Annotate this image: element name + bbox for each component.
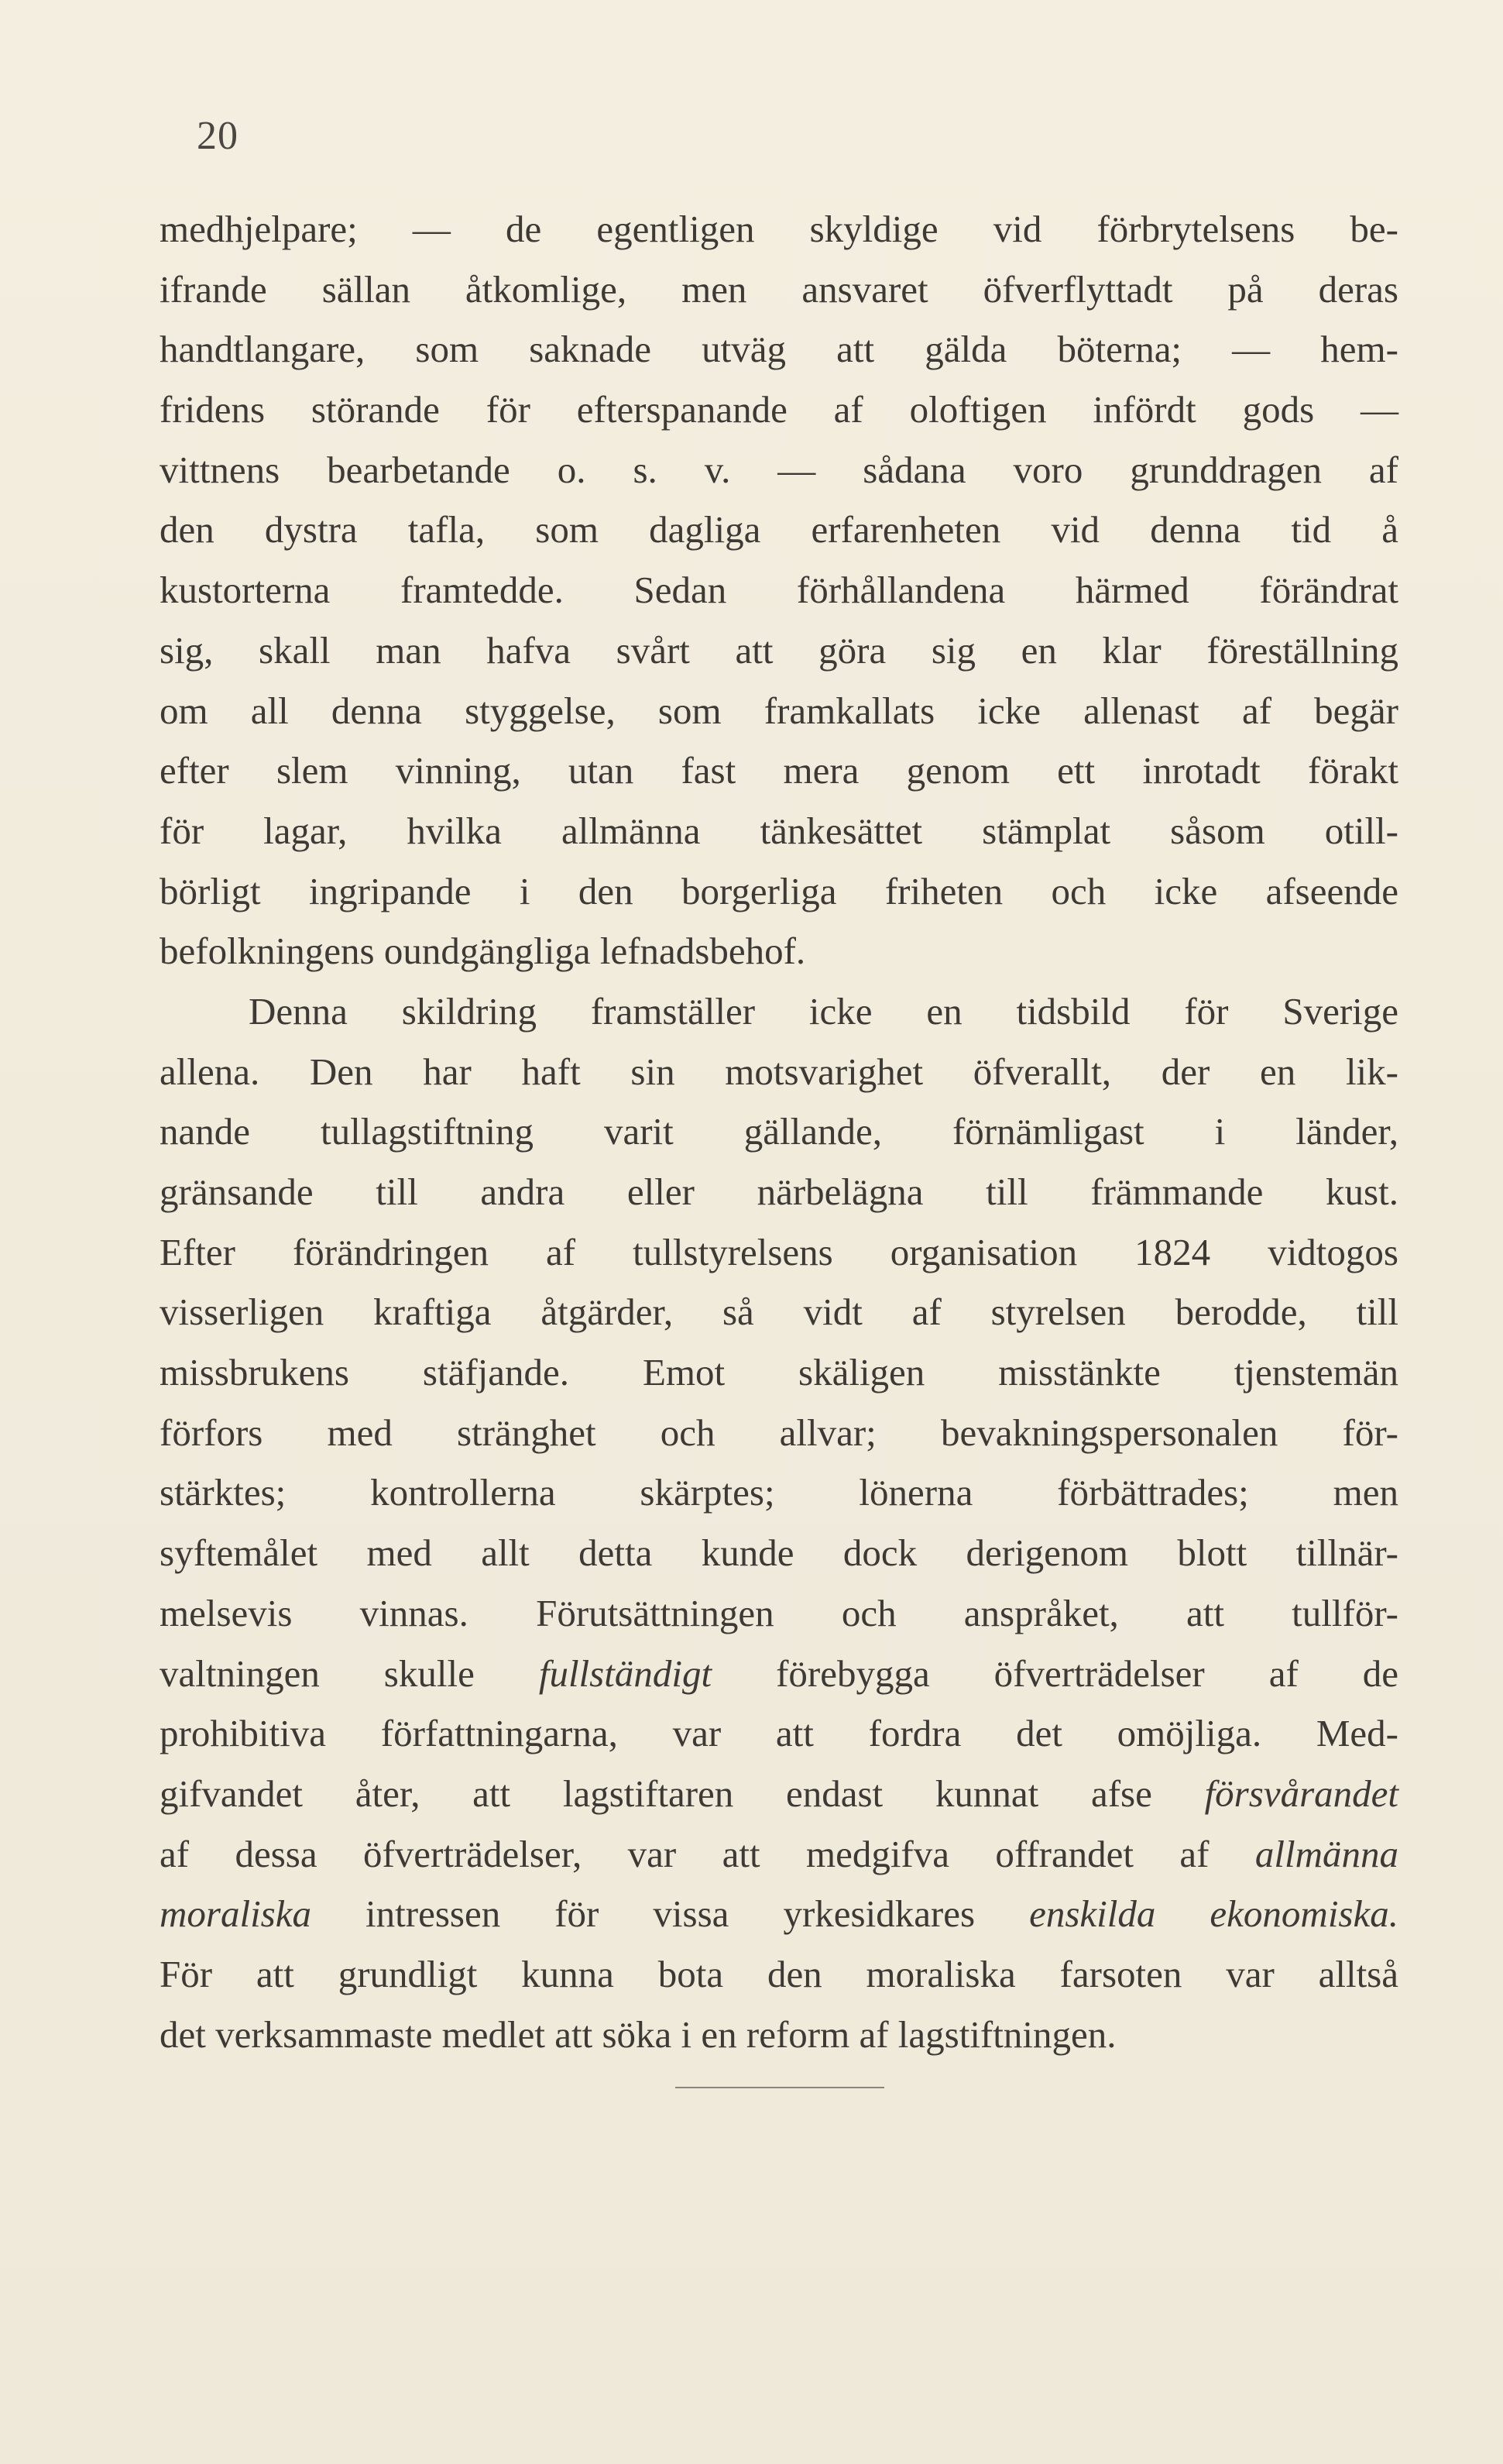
text-line [160,1282,1398,1342]
text-line [160,1523,1398,1583]
text-segment: om all denna styggelse, som framkallats icke allenast af begär [160,689,1398,732]
page-number: 20 [197,114,238,158]
text-segment: efter slem vinning, utan fast mera genom ett inrotadt förakt [160,749,1398,792]
text-line [160,1342,1398,1403]
text-line [160,259,1398,320]
text-line [160,500,1398,560]
text-segment: För att grundligt kunna bota den moraliska farsoten var alltså [160,1952,1398,1995]
text-segment: börligt ingripande i den borgerliga friheten och icke afseende [160,869,1398,912]
text-segment: det verksammaste medlet att söka i en reform af lagstiftningen. [160,2012,1117,2056]
text-segment: nande tullagstiftning varit gällande, förnämligast i länder, [160,1110,1398,1153]
italic-text-segment: allmänna [1254,1832,1398,1875]
text-line [160,380,1398,440]
italic-text-segment: moraliska [160,1892,311,1936]
text-segment: fridens störande för efterspanande af oloftigen infördt gods — [160,388,1398,431]
text-line [160,1824,1398,1885]
text-line [160,981,1398,1042]
text-line [160,560,1398,620]
text-line [160,1403,1398,1463]
text-segment: visserligen kraftiga åtgärder, så vidt af styrelsen berodde, till [160,1290,1398,1334]
text-segment: förfors med stränghet och allvar; bevakningspersonalen för- [160,1411,1398,1454]
text-segment: gränsande till andra eller närbelägna till främmande kust. [160,1170,1398,1213]
text-line [160,1101,1398,1162]
text-line [160,681,1398,741]
text-line [160,741,1398,801]
text-line [160,1042,1398,1102]
text-segment: befolkningens oundgängliga lefnadsbehof. [160,930,806,973]
text-segment: sig, skall man hafva svårt att göra sig en klar föreställning [160,628,1398,672]
italic-text-segment: försvårandet [1204,1772,1398,1815]
text-line [160,1884,1398,1944]
text-line [160,1462,1398,1523]
section-divider-rule [675,2087,884,2088]
text-segment: gifvandet åter, att lagstiftaren endast kunnat afse [160,1772,1205,1815]
text-line [160,319,1398,380]
text-line [160,1162,1398,1222]
text-line [160,861,1398,922]
text-line [160,620,1398,681]
text-segment: syftemålet med allt detta kunde dock derigenom blott tillnär- [160,1531,1398,1575]
text-line [160,1703,1398,1764]
text-segment: prohibitiva författningarna, var att fordra det omöjliga. Med- [160,1712,1398,1755]
text-line [160,1583,1398,1644]
text-line [160,2005,1398,2065]
text-segment: Denna skildring framställer icke en tidsbild för Sverige [249,989,1398,1033]
text-segment: stärktes; kontrollerna skärptes; lönerna förbättrades; men [160,1471,1398,1514]
text-segment: medhjelpare; — de egentligen skyldige vid förbrytelsens be- [160,208,1398,250]
text-line [160,921,1398,981]
text-segment: förebygga öfverträdelser af de [712,1651,1398,1695]
body-text [160,199,1398,2064]
text-segment: handtlangare, som saknade utväg att gälda böterna; — hem- [160,328,1398,371]
text-segment: allena. Den har haft sin motsvarighet öfverallt, der en lik- [160,1050,1398,1093]
italic-text-segment: fullständigt [538,1651,712,1695]
text-segment: den dystra tafla, som dagliga erfarenheten vid denna tid å [160,508,1398,552]
text-segment: melsevis vinnas. Förutsättningen och anspråket, att tullför- [160,1591,1398,1634]
text-line [160,1644,1398,1704]
text-line [160,440,1398,500]
text-line [160,1944,1398,2005]
text-segment: intressen för vissa yrkesidkares [311,1892,1030,1936]
text-segment: valtningen skulle [160,1651,539,1695]
text-line [160,1222,1398,1283]
text-segment: för lagar, hvilka allmänna tänkesättet stämplat såsom otill- [160,809,1398,852]
text-segment: missbrukens stäfjande. Emot skäligen misstänkte tjenstemän [160,1351,1398,1394]
text-line [160,1764,1398,1824]
text-line [160,801,1398,861]
text-segment: vittnens bearbetande o. s. v. — sådana voro grunddragen af [160,448,1398,491]
text-segment: kustorterna framtedde. Sedan förhållandena härmed förändrat [160,569,1398,612]
text-segment: Efter förändringen af tullstyrelsens organisation 1824 vidtogos [160,1230,1398,1273]
text-segment: af dessa öfverträdelser, var att medgifva offrandet af [160,1832,1255,1875]
text-segment: ifrande sällan åtkomlige, men ansvaret öfverflyttadt på deras [160,267,1398,311]
text-line [160,199,1398,259]
italic-text-segment: enskilda ekonomiska. [1029,1892,1398,1936]
